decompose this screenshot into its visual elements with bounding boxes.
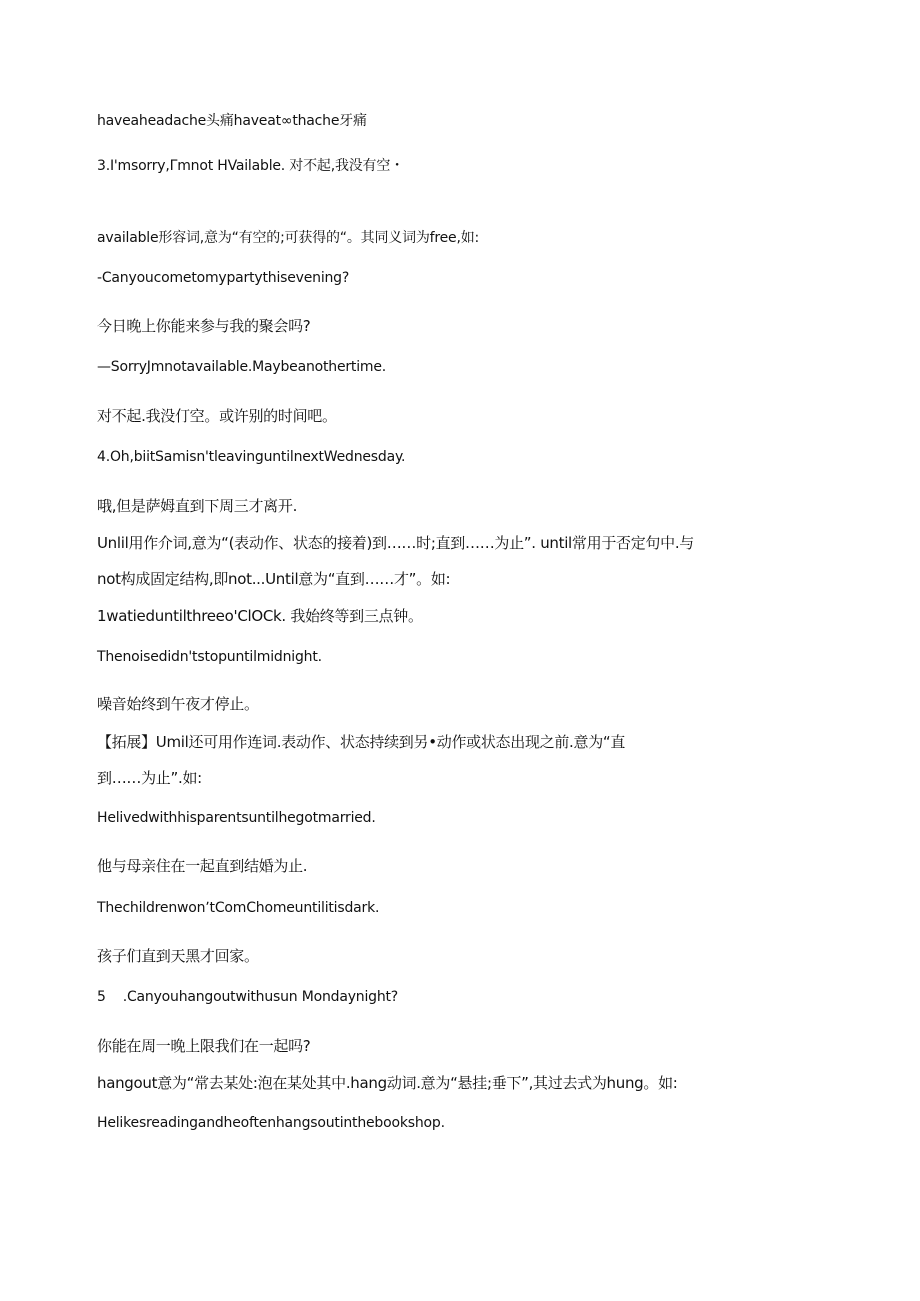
text-line: available形容词,意为“有空的;可获得的“。其同义词为free,如: — [97, 230, 480, 246]
text-line: 4.Oh,biitSamisn'tleavinguntilnextWednesday. — [97, 449, 406, 465]
text-line: 5 .Canyouhangoutwithusun Mondaynight? — [97, 989, 399, 1005]
text-line: Unlil用作介词,意为“(表动作、状态的接着)到……时;直到……为止”. until常用于否定句中.与 — [97, 534, 694, 552]
text-line: 3.I'msorry,Γmnot HVailable. 对不起,我没有空・ — [97, 158, 404, 174]
text-line: haveaheadache头痛haveat∞thache牙痛 — [97, 113, 367, 129]
text-line: Thenoisedidn'tstopuntilmidnight. — [97, 649, 322, 665]
text-line: -Canyoucometomypartythisevening? — [97, 270, 350, 286]
text-line: not构成固定结构,即not...Until意为“直到……才”。如: — [97, 570, 451, 588]
text-line: 孩子们直到天黑才回家。 — [97, 947, 259, 965]
text-line: —SorryJmnotavailable.Maybeanothertime. — [97, 359, 387, 375]
text-line: 到……为止”.如: — [97, 769, 202, 787]
text-line: ThechildrenwonʼtComChomeuntilitisdark. — [97, 900, 380, 916]
text-line: 噪音始终到午夜才停止。 — [97, 695, 259, 713]
text-line: Helivedwithhisparentsuntilhegotmarried. — [97, 810, 376, 826]
text-line: hangout意为“常去某处:泡在某处其中.hang动词.意为“悬挂;垂下”,其过去式为hung。如: — [97, 1074, 678, 1092]
text-line: 对不起.我没仃空。或许别的时间吧。 — [97, 407, 337, 425]
text-line: 哦,但是萨姆直到下周三才离开. — [97, 497, 298, 515]
text-line: 1watieduntilthreeo'ClOCk. 我始终等到三点钟。 — [97, 607, 423, 625]
text-line: 他与母亲住在一起直到结婚为止. — [97, 857, 308, 875]
text-line: 【拓展】Umil还可用作连词.表动作、状态持续到另•动作或状态出现之前.意为“直 — [97, 733, 626, 751]
text-line: 今日晚上你能来参与我的聚会吗? — [97, 317, 311, 335]
text-line: Helikesreadingandheoftenhangsoutinthebookshop. — [97, 1115, 445, 1131]
text-line: 你能在周一晚上限我们在一起吗? — [97, 1037, 311, 1055]
